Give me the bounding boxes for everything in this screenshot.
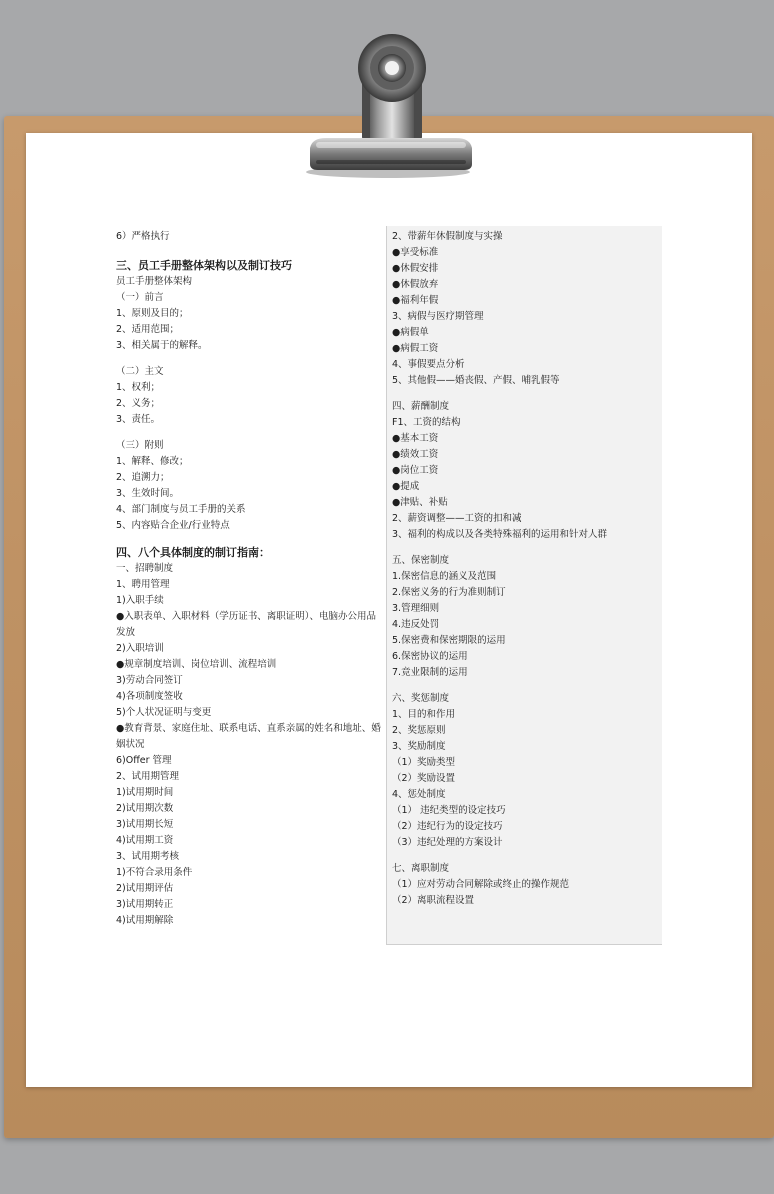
text-line: 3.管理细则 [392,603,440,614]
text-line: ●入职表单、入职材料（学历证书、离职证明）、电脑办公用品发放 [116,611,377,638]
text-line: （一）前言 [116,292,164,303]
section-heading: 四、八个具体制度的制订指南： [116,546,270,559]
text-line: 2)试用期次数 [116,803,174,814]
text-line: ●基本工资 [392,433,439,444]
text-line: 2、追溯力； [116,472,170,483]
text-line: 2、奖惩原则 [392,725,446,736]
text-line: 6.保密协议的运用 [392,651,468,662]
text-line: 3)试用期转正 [116,899,174,910]
text-line: F1、工资的结构 [392,417,461,428]
text-line: 5.保密费和保密期限的运用 [392,635,506,646]
text-line: 4、部门制度与员工手册的关系 [116,504,246,515]
text-line: ●病假单 [392,327,429,338]
left-column [111,226,387,945]
text-line: （3）违纪处理的方案设计 [392,837,503,848]
text-line: 1、解释、修改； [116,456,189,467]
text-line: ●休假放弃 [392,279,439,290]
text-line: 一、招聘制度 [116,563,174,574]
text-line: ●津贴、补贴 [392,497,448,508]
spacer [392,851,658,861]
text-line: 3、奖励制度 [392,741,446,752]
text-line: 2)试用期评估 [116,883,174,894]
text-line: 3)劳动合同签订 [116,675,183,686]
text-line: 2、薪资调整——工资的扣和减 [392,513,522,524]
text-line: 六、奖惩制度 [392,693,450,704]
text-line: （2）违纪行为的设定技巧 [392,821,503,832]
text-line: ●教育背景、家庭住址、联系电话、直系亲属的姓名和地址、婚姻状况 [116,723,381,750]
text-line: 1、聘用管理 [116,579,170,590]
text-line: （2）离职流程设置 [392,895,475,906]
text-line: 1、权利； [116,382,161,393]
text-line: 3)试用期长短 [116,819,174,830]
text-line: （三）附则 [116,440,164,451]
text-line: 2、义务； [116,398,161,409]
text-line: 4、惩处制度 [392,789,446,800]
text-line: （2）奖励设置 [392,773,456,784]
text-line: 4)试用期工资 [116,835,174,846]
text-line: 2、适用范围； [116,324,180,335]
text-line: 4.违反处罚 [392,619,440,630]
text-line: ●规章制度培训、岗位培训、流程培训 [116,659,277,670]
text-line: 4)试用期解除 [116,915,174,926]
text-line: 员工手册整体架构 [116,276,193,287]
text-line: （二）主文 [116,366,164,377]
text-line: （1） 违纪类型的设定技巧 [392,805,506,816]
text-line: （1）应对劳动合同解除或终止的操作规范 [392,879,570,890]
text-line: ●岗位工资 [392,465,439,476]
text-line: 5、其他假——婚丧假、产假、哺乳假等 [392,375,560,386]
text-line: ●病假工资 [392,343,439,354]
text-line: 1)试用期时间 [116,787,174,798]
spacer [116,534,382,544]
text-line: 6）严格执行 [116,231,170,242]
spacer [392,681,658,691]
spacer [116,245,382,257]
spacer [392,389,658,399]
document-table [111,226,662,945]
spacer [116,354,382,364]
text-line: 1)不符合录用条件 [116,867,193,878]
text-line: 5)个人状况证明与变更 [116,707,212,718]
text-line: ●提成 [392,481,420,492]
text-line: （1）奖励类型 [392,757,456,768]
text-line: 七、离职制度 [392,863,450,874]
text-line: 3、试用期考核 [116,851,180,862]
right-column-content [387,226,662,909]
text-line: 四、薪酬制度 [392,401,450,412]
text-line: 5、内容贴合企业/行业特点 [116,520,230,531]
text-line: ●福利年假 [392,295,439,306]
text-line: ●休假安排 [392,263,439,274]
text-line: 五、保密制度 [392,555,450,566]
right-column [387,226,662,945]
text-line: 3、责任。 [116,414,161,425]
text-line: 2、带薪年休假制度与实操 [392,231,503,242]
text-line: 7.竞业限制的运用 [392,667,468,678]
text-line: 3、相关属于的解释。 [116,340,208,351]
text-line: 3、福利的构成以及各类特殊福利的运用和针对人群 [392,529,608,540]
spacer [392,543,658,553]
text-line: 1.保密信息的涵义及范围 [392,571,497,582]
text-line: ●享受标准 [392,247,439,258]
binder-clip-icon [296,20,476,180]
text-line: 3、生效时间。 [116,488,180,499]
text-line: 4)各项制度签收 [116,691,183,702]
text-line: ●绩效工资 [392,449,439,460]
section-heading: 三、员工手册整体架构以及制订技巧 [116,259,292,272]
left-column-content [111,226,386,929]
text-line: 2.保密义务的行为准则制订 [392,587,506,598]
text-line: 4、事假要点分析 [392,359,465,370]
text-line: 1、原则及目的； [116,308,189,319]
text-line: 2、试用期管理 [116,771,180,782]
text-line: 2)入职培训 [116,643,164,654]
text-line: 3、病假与医疗期管理 [392,311,484,322]
text-line: 6)Offer 管理 [116,755,172,766]
spacer [116,428,382,438]
text-line: 1、目的和作用 [392,709,456,720]
text-line: 1)入职手续 [116,595,164,606]
